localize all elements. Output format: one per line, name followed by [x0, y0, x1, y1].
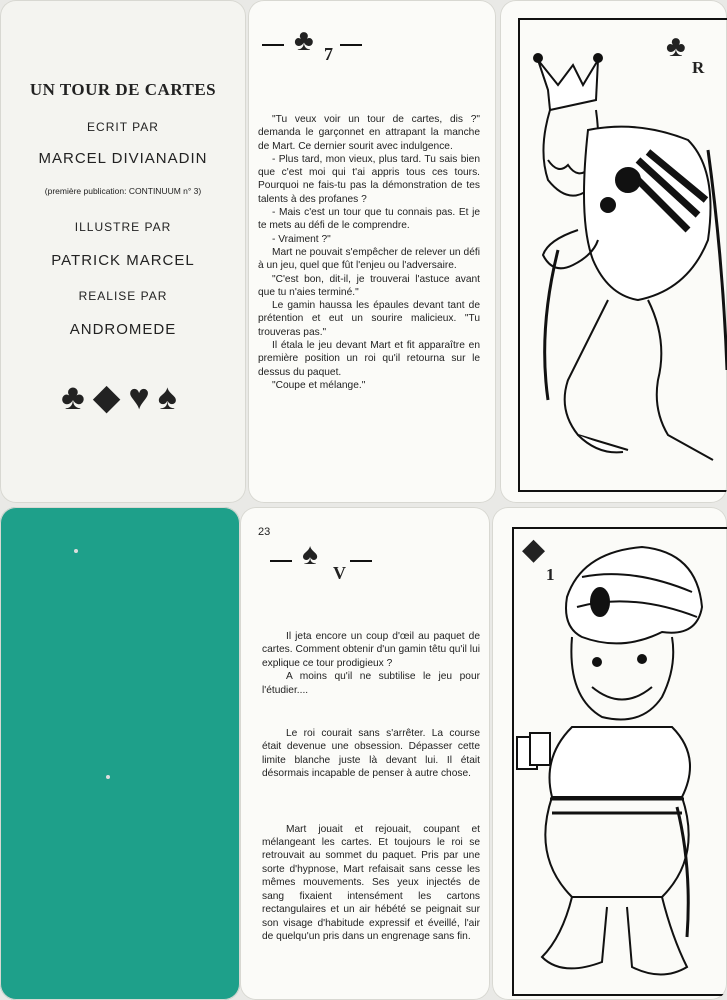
- written-by-label: ECRIT PAR: [87, 120, 159, 134]
- paragraph: Le roi courait sans s'arrêter. La course était devenue une obsession. Dépasser cette limite blanche juste là devant lui. Il était désormais incapable de penser à autre chose.: [262, 728, 480, 780]
- ace-card: [492, 507, 727, 1000]
- maker-name: ANDROMEDE: [69, 321, 177, 338]
- diamond-icon: ◆: [522, 533, 546, 566]
- title-card: [0, 0, 246, 503]
- paragraph: "C'est bon, dit-il, je trouverai l'astuce avant que tu n'aies terminé.": [258, 273, 480, 298]
- header-dash-left: [262, 44, 284, 46]
- paragraph: - Mais c'est un tour que tu connais pas. Et je te mets au défi de le comprendre.: [258, 207, 480, 232]
- card-back: [0, 507, 240, 1000]
- page-number: 23: [258, 526, 271, 538]
- king-illustration: [518, 40, 727, 480]
- paragraph: Mart jouait et rejouait, coupant et mélangeant les cartes. Et toujours le roi se retrouvait au sommet du paquet. Pris par une sorte d'hypnose, Mart refaisait sans cesse les mêmes mouvements. Ses yeux injectés de sang fixaient intensément les cartons rectangulaires et un air hébété se peignait sur son visage d'habitude expressif et éveillé, l'air de quelqu'un pris dans un engrenage sans fin.: [262, 823, 480, 942]
- club-icon: ♣: [294, 24, 314, 57]
- paragraph: Mart ne pouvait s'empêcher de relever un défi à un jeu, quel que fût l'enjeu ou l'adversaire.: [258, 246, 480, 272]
- illustrated-by-label: ILLUSTRE PAR: [74, 220, 172, 234]
- made-by-label: REALISE PAR: [78, 289, 168, 303]
- header-dash-right: [340, 44, 362, 46]
- speck: [106, 775, 110, 779]
- story-text-page-7: [258, 113, 480, 392]
- header-dash-left: [270, 560, 292, 562]
- illustrator-name: PATRICK MARCEL: [51, 252, 195, 269]
- spade-icon: ♠: [302, 538, 318, 571]
- speck: [74, 549, 78, 553]
- paragraph: "Coupe et mélange.": [272, 379, 366, 391]
- paragraph: Il étala le jeu devant Mart et fit apparaître en première position un roi qu'il retourna sur le dessus du paquet.: [258, 340, 480, 378]
- story-text-page-23: [262, 630, 480, 943]
- card-rank: R: [692, 58, 705, 77]
- card-number: 7: [324, 44, 333, 64]
- publication-note: (première publication: CONTINUUM n° 3): [44, 186, 202, 196]
- card-letter: V: [333, 563, 346, 583]
- paragraph: A moins qu'il ne subtilise le jeu pour l'étudier....: [262, 671, 480, 696]
- suit-icons: ♣◆♥♠: [61, 376, 185, 417]
- author-name: MARCEL DIVIANADIN: [38, 150, 208, 167]
- paragraph: Il jeta encore un coup d'œil au paquet de cartes. Comment obtenir d'un gamin têtu qu'il lui explique ce tour prodigieux ?: [262, 631, 480, 669]
- header-dash-right: [350, 560, 372, 562]
- paragraph: - Plus tard, mon vieux, plus tard. Tu sais bien que c'est moi qui t'ai appris tous ces tours. Pourquoi ne fais-tu pas la démonstration de tes talents à des profanes ?: [258, 153, 480, 205]
- paragraph: Le gamin haussa les épaules devant tant de prétention et eut un sourire malicieux. "Tu trouveras pas.": [258, 300, 480, 338]
- story-title: UN TOUR DE CARTES: [29, 80, 217, 99]
- genie-illustration: [512, 533, 725, 987]
- card-rank: 1: [546, 565, 555, 584]
- paragraph: - Vraiment ?": [272, 233, 331, 245]
- club-icon: ♣: [666, 30, 686, 63]
- paragraph: "Tu veux voir un tour de cartes, dis ?" demanda le garçonnet en attrapant la manche de Mart. Ce dernier sourit avec indulgence.: [258, 114, 480, 152]
- king-card: [500, 0, 727, 503]
